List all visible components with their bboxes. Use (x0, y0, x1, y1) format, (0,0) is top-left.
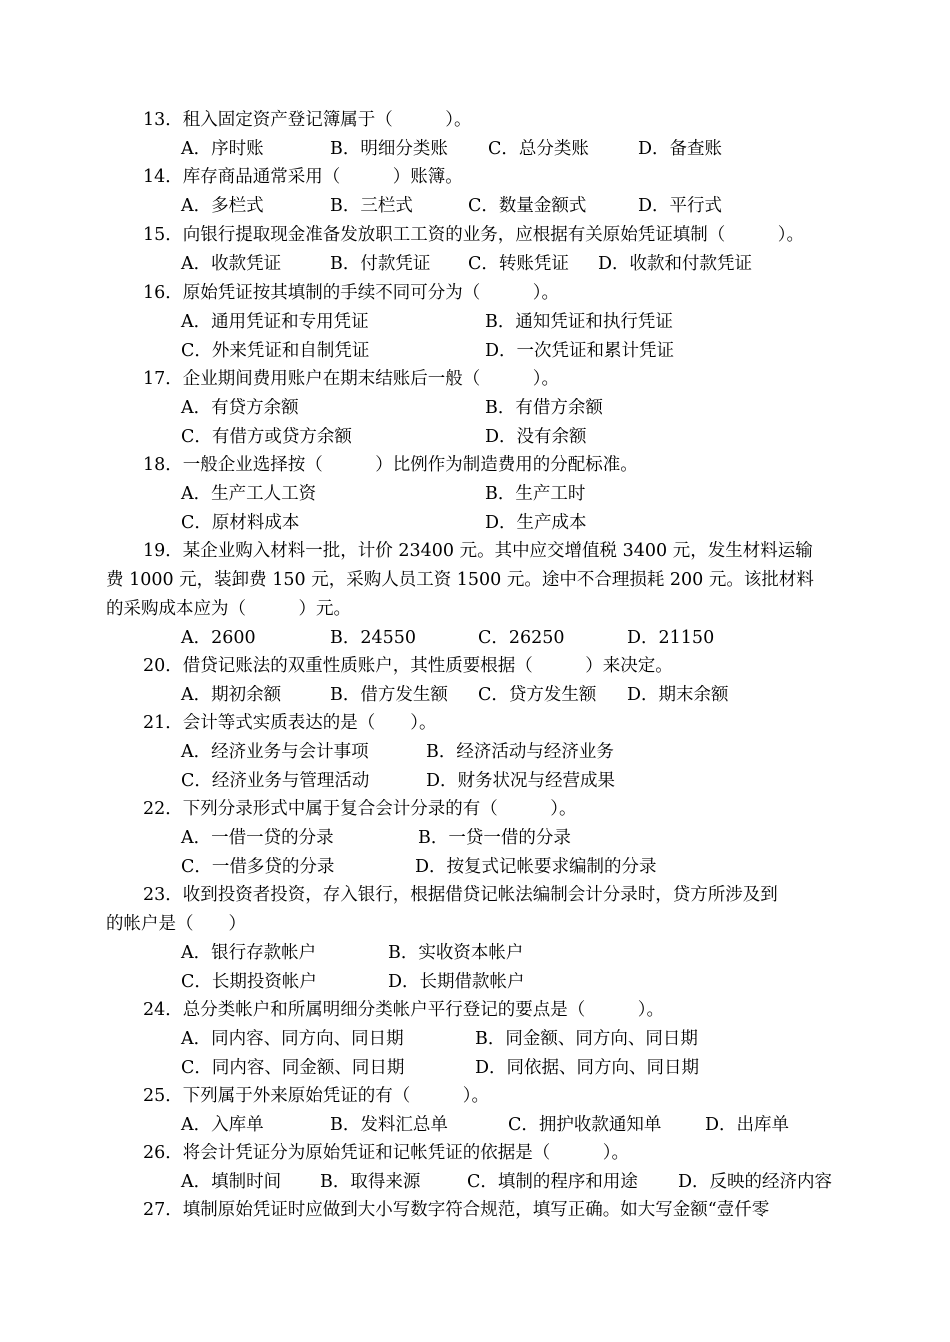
question-16-option-b: B．通知凭证和执行凭证 (485, 312, 673, 332)
question-20-option-c: C．贷方发生额 (478, 685, 597, 705)
question-15-option-c: C．转账凭证 (468, 254, 569, 274)
question-14-option-b: B．三栏式 (330, 196, 413, 216)
question-24-option-c: C．同内容、同金额、同日期 (181, 1058, 405, 1078)
question-25-option-a: A．入库单 (181, 1115, 264, 1135)
question-19-option-b: B．24550 (330, 628, 417, 648)
question-18-option-c: C．原材料成本 (181, 513, 300, 533)
question-20-option-a: A．期初余额 (181, 685, 282, 705)
question-15-stem: 15．向银行提取现金准备发放职工工资的业务，应根据有关原始凭证填制（ ）。 (143, 225, 805, 245)
question-14-option-d: D．平行式 (638, 196, 723, 216)
question-17-stem: 17．企业期间费用账户在期末结账后一般（ ）。 (143, 369, 560, 389)
question-18-option-d: D．生产成本 (485, 513, 587, 533)
question-19-stem-line3: 的采购成本应为（ ）元。 (106, 599, 351, 619)
question-22-option-d: D．按复式记帐要求编制的分录 (415, 857, 657, 877)
question-23-option-b: B．实收资本帐户 (388, 943, 524, 963)
question-14-option-a: A．多栏式 (181, 196, 264, 216)
question-26-option-b: B．取得来源 (320, 1172, 421, 1192)
question-22-option-c: C．一借多贷的分录 (181, 857, 335, 877)
question-19-option-c: C．26250 (478, 628, 565, 648)
question-21-option-d: D．财务状况与经营成果 (426, 771, 616, 791)
question-23-stem-line1: 23．收到投资者投资，存入银行，根据借贷记帐法编制会计分录时，贷方所涉及到 (143, 885, 778, 905)
question-27-stem: 27．填制原始凭证时应做到大小写数字符合规范，填写正确。如大写金额“壹仟零 (143, 1200, 770, 1220)
question-18-option-a: A．生产工人工资 (181, 484, 317, 504)
question-14-stem: 14．库存商品通常采用（ ）账簿。 (143, 167, 463, 187)
question-24-option-d: D．同依据、同方向、同日期 (475, 1058, 700, 1078)
question-21-option-b: B．经济活动与经济业务 (426, 742, 614, 762)
question-21-stem: 21．会计等式实质表达的是（ ）。 (143, 713, 437, 733)
question-20-stem: 20．借贷记账法的双重性质账户，其性质要根据（ ）来决定。 (143, 656, 673, 676)
question-13-option-b: B．明细分类账 (330, 139, 448, 159)
question-25-option-c: C．拥护收款通知单 (508, 1115, 662, 1135)
question-21-option-c: C．经济业务与管理活动 (181, 771, 370, 791)
question-13-option-a: A．序时账 (181, 139, 264, 159)
question-16-option-a: A．通用凭证和专用凭证 (181, 312, 369, 332)
question-18-stem: 18．一般企业选择按（ ）比例作为制造费用的分配标准。 (143, 455, 638, 475)
question-13-stem: 13．租入固定资产登记簿属于（ ）。 (143, 110, 472, 130)
question-24-option-b: B．同金额、同方向、同日期 (475, 1029, 698, 1049)
question-17-option-d: D．没有余额 (485, 427, 587, 447)
question-17-option-a: A．有贷方余额 (181, 398, 299, 418)
question-14-option-c: C．数量金额式 (468, 196, 587, 216)
question-15-option-b: B．付款凭证 (330, 254, 431, 274)
question-24-option-a: A．同内容、同方向、同日期 (181, 1029, 404, 1049)
question-19-stem-line2: 费 1000 元，装卸费 150 元，采购人员工资 1500 元。途中不合理损耗 200 元。该批材料 (106, 570, 814, 590)
question-17-option-b: B．有借方余额 (485, 398, 603, 418)
question-25-option-b: B．发料汇总单 (330, 1115, 448, 1135)
question-15-option-d: D．收款和付款凭证 (598, 254, 753, 274)
question-24-stem: 24．总分类帐户和所属明细分类帐户平行登记的要点是（ ）。 (143, 1000, 665, 1020)
question-15-option-a: A．收款凭证 (181, 254, 282, 274)
question-25-option-d: D．出库单 (705, 1115, 790, 1135)
question-13-option-c: C．总分类账 (488, 139, 589, 159)
question-23-option-a: A．银行存款帐户 (181, 943, 317, 963)
question-16-stem: 16．原始凭证按其填制的手续不同可分为（ ）。 (143, 283, 560, 303)
question-26-option-a: A．填制时间 (181, 1172, 282, 1192)
question-16-option-c: C．外来凭证和自制凭证 (181, 341, 370, 361)
question-22-option-a: A．一借一贷的分录 (181, 828, 334, 848)
question-25-stem: 25．下列属于外来原始凭证的有（ ）。 (143, 1086, 490, 1106)
question-26-stem: 26．将会计凭证分为原始凭证和记帐凭证的依据是（ ）。 (143, 1143, 630, 1163)
question-19-option-d: D．21150 (627, 628, 715, 648)
question-22-option-b: B．一贷一借的分录 (418, 828, 571, 848)
question-19-stem-line1: 19．某企业购入材料一批，计价 23400 元。其中应交增值税 3400 元，发生材料运输 (143, 541, 813, 561)
question-26-option-d: D．反映的经济内容 (678, 1172, 833, 1192)
question-17-option-c: C．有借方或贷方余额 (181, 427, 352, 447)
question-19-option-a: A．2600 (181, 628, 256, 648)
question-18-option-b: B．生产工时 (485, 484, 586, 504)
question-23-option-c: C．长期投资帐户 (181, 972, 317, 992)
question-16-option-d: D．一次凭证和累计凭证 (485, 341, 675, 361)
question-20-option-d: D．期末余额 (627, 685, 729, 705)
question-20-option-b: B．借方发生额 (330, 685, 448, 705)
question-23-option-d: D．长期借款帐户 (388, 972, 525, 992)
question-23-stem-line2: 的帐户是（ ） (106, 914, 246, 934)
question-22-stem: 22．下列分录形式中属于复合会计分录的有（ ）。 (143, 799, 577, 819)
question-13-option-d: D．备查账 (638, 139, 723, 159)
question-21-option-a: A．经济业务与会计事项 (181, 742, 369, 762)
question-26-option-c: C．填制的程序和用途 (467, 1172, 638, 1192)
